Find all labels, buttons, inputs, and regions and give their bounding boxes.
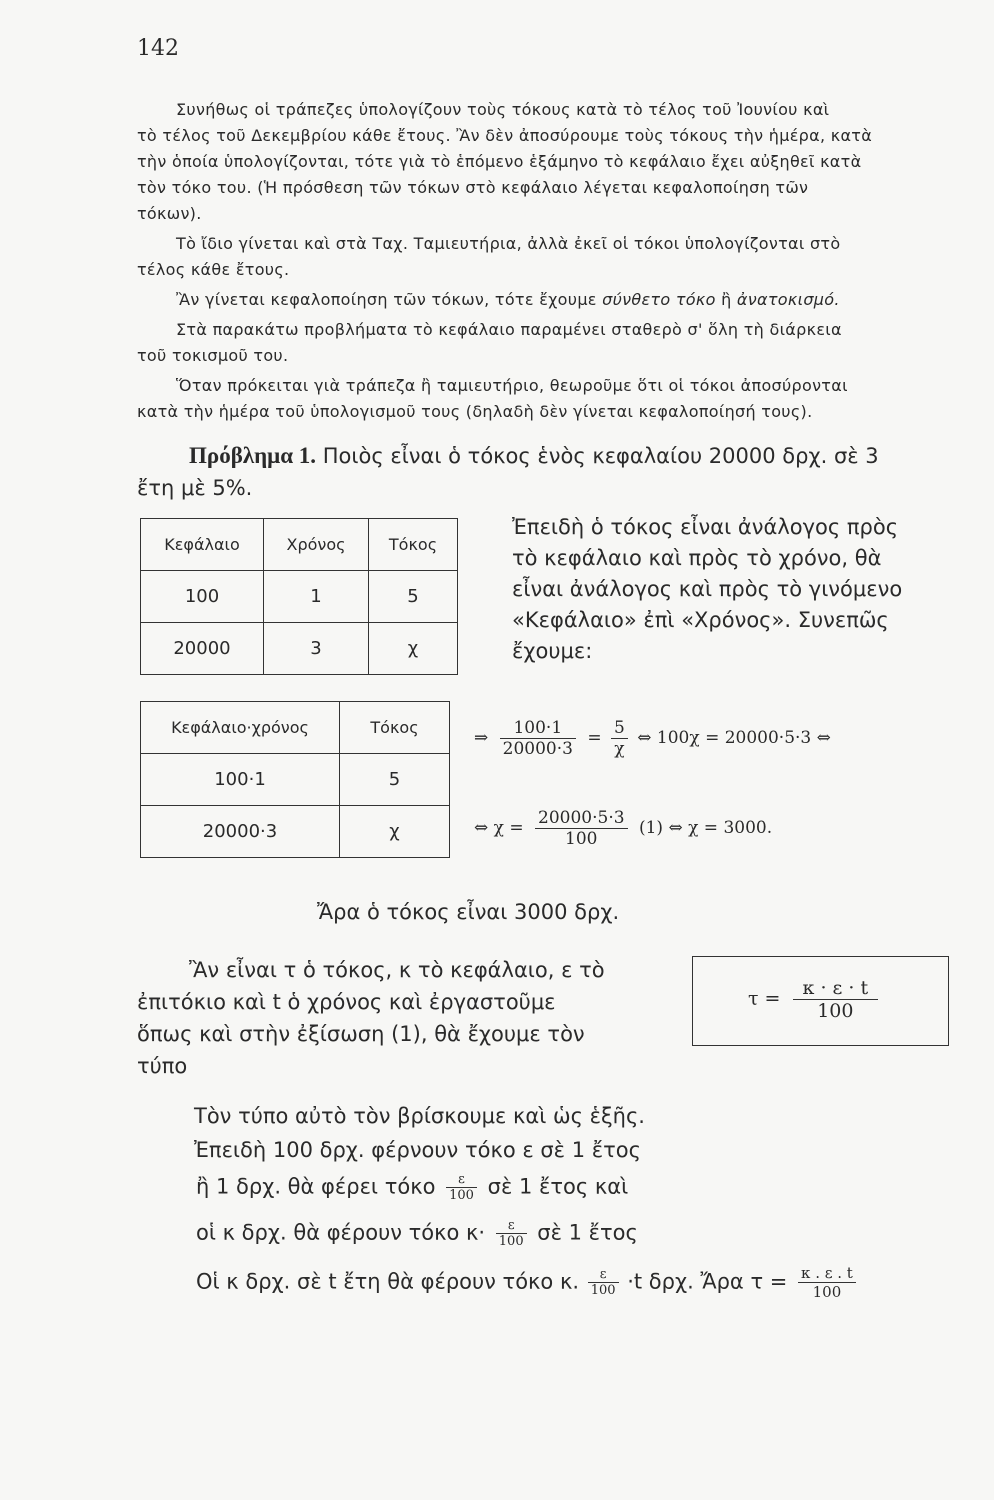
table-header: Τόκος [340,702,450,754]
derivation-line: Ἐπειδὴ 100 δρχ. φέρνουν τόκο ε σὲ 1 ἔτος [194,1138,641,1162]
problem-label: Πρόβλημα 1. [189,443,317,468]
table-header: Κεφάλαιο [141,519,264,571]
table-cell: 20000·3 [141,806,340,858]
paragraph-line: Στὰ παρακάτω προβλήματα τὸ κεφάλαιο παραμένει σταθερὸ σ' ὅλη τὴ διάρκεια [176,320,842,339]
paragraph-line: τὸν τόκο του. (Ἡ πρόσθεση τῶν τόκων στὸ κεφάλαιο λέγεται κεφαλοποίηση τῶν [137,178,809,197]
paragraph-line: τοῦ τοκισμοῦ του. [137,346,289,365]
proportion-table [140,518,458,675]
table-cell: 5 [340,754,450,806]
table-cell: 3 [264,623,369,675]
derivation-line: ἢ 1 δρχ. θὰ φέρει τόκο $\frac{\varepsilon}{100}$ σὲ 1 ἔτος καὶ [196,1172,629,1203]
explanation-line: ἔχουμε: [512,639,593,663]
problem-statement: Πρόβλημα 1. Ποιὸς εἶναι ὁ τόκος ἑνὸς κεφαλαίου 20000 δρχ. σὲ 3 [189,443,879,468]
paragraph-compound-interest: Ἂν γίνεται κεφαλοποίηση τῶν τόκων, τότε ἔχουμε σύνθετο τόκο ἢ ἀνατοκισμό. [176,290,840,309]
answer: Ἄρα ὁ τόκος εἶναι 3000 δρχ. [317,900,620,924]
paragraph-line: τὸ τέλος τοῦ Δεκεμβρίου κάθε ἔτους. Ἂν δὲν ἀποσύρουμε τοὺς τόκους τὴν ἡμέρα, κατὰ [137,126,873,145]
table-cell: χ [340,806,450,858]
derivation-line: οἱ κ δρχ. θὰ φέρουν τόκο κ· $\frac{\varepsilon}{100}$ σὲ 1 ἔτος [196,1218,638,1249]
table-cell: 100 [141,571,264,623]
equation-1: ⇒ $\frac{100\cdot 1}{20000\cdot 3}$ = $\frac{5}{\chi}$ ⇔ 100χ = 20000·5·3 ⇔ [474,718,831,759]
equation-2: ⇔ χ = $\frac{20000\cdot 5\cdot 3}{100}$ (1) ⇔ χ = 3000. [474,808,773,849]
interest-formula-box [692,956,949,1046]
page-number: 142 [137,36,179,61]
formula-intro-line: Ἂν εἶναι τ ὁ τόκος, κ τὸ κεφάλαιο, ε τὸ [189,958,605,982]
paragraph-line: κατὰ τὴν ἡμέρα τοῦ ὑπολογισμοῦ τους (δηλαδὴ δὲν γίνεται κεφαλοποίησή τους). [137,402,813,421]
derivation-line: Οἱ κ δρχ. σὲ t ἔτη θὰ φέρουν τόκο κ. $\frac{\varepsilon}{100}$ ·t δρχ. Ἄρα τ = $\frac{\kappa . \varepsilon . t}{100}$ [196,1264,856,1301]
boxed-formula: τ = $\frac{\kappa \cdot \varepsilon \cdot t}{100}$ [748,977,878,1022]
table-cell: 5 [369,571,458,623]
term-anatokismos: ἀνατοκισμό. [736,290,840,309]
paragraph-line: Ὅταν πρόκειται γιὰ τράπεζα ἢ ταμιευτήριο, θεωροῦμε ὅτι οἱ τόκοι ἀποσύρονται [176,376,848,395]
table-header: Χρόνος [264,519,369,571]
formula-intro-line: τύπο [137,1054,188,1078]
paragraph-line: Τὸ ἴδιο γίνεται καὶ στὰ Ταχ. Ταμιευτήρια, ἀλλὰ ἐκεῖ οἱ τόκοι ὑπολογίζονται στὸ [176,234,841,253]
formula-intro-line: ὅπως καὶ στὴν ἐξίσωση (1), θὰ ἔχουμε τὸν [137,1022,585,1046]
table-cell: 1 [264,571,369,623]
paragraph-line: τὴν ὁποία ὑπολογίζονται, τότε γιὰ τὸ ἑπόμενο ἑξάμηνο τὸ κεφάλαιο ἔχει αὐξηθεῖ κατὰ [137,152,862,171]
term-compound-interest: σύνθετο τόκο [602,290,716,309]
explanation-line: «Κεφάλαιο» ἐπὶ «Χρόνος». Συνεπῶς [512,608,889,632]
table-cell: 100·1 [141,754,340,806]
table-cell: χ [369,623,458,675]
paragraph-line: Συνήθως οἱ τράπεζες ὑπολογίζουν τοὺς τόκους κατὰ τὸ τέλος τοῦ Ἰουνίου καὶ [176,100,830,119]
product-table [140,701,450,858]
derivation-line: Τὸν τύπο αὐτὸ τὸν βρίσκουμε καὶ ὡς ἑξῆς. [194,1104,645,1128]
problem-statement-cont: ἔτη μὲ 5%. [137,476,253,500]
paragraph-line: τόκων). [137,204,202,223]
table-header: Τόκος [369,519,458,571]
explanation-line: τὸ κεφάλαιο καὶ πρὸς τὸ χρόνο, θὰ [512,546,882,570]
explanation-line: Ἐπειδὴ ὁ τόκος εἶναι ἀνάλογος πρὸς [512,515,899,539]
explanation-line: εἶναι ἀνάλογος καὶ πρὸς τὸ γινόμενο [512,577,903,601]
formula-intro-line: ἐπιτόκιο καὶ t ὁ χρόνος καὶ ἐργαστοῦμε [137,990,556,1014]
table-cell: 20000 [141,623,264,675]
paragraph-line: τέλος κάθε ἔτους. [137,260,290,279]
table-header: Κεφάλαιο·χρόνος [141,702,340,754]
